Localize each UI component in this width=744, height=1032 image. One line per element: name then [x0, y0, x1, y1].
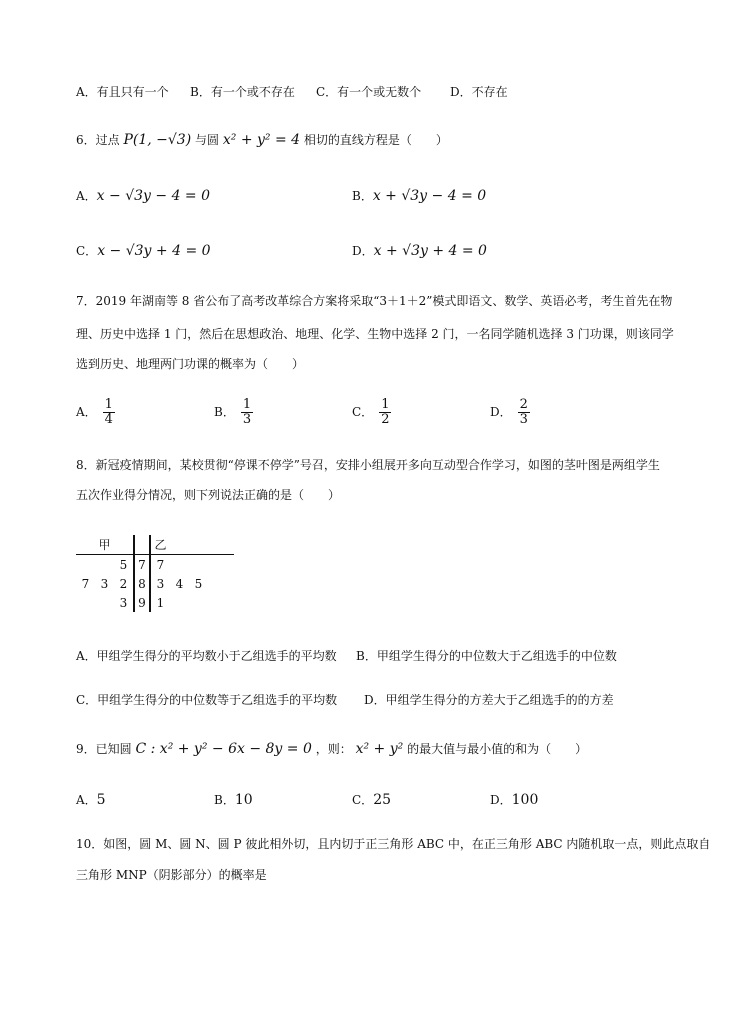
q5-option-d: D．不存在: [450, 85, 508, 99]
q9-prefix: 9．已知圆: [76, 742, 132, 756]
q10-line-2: 三角形 MNP（阴影部分）的概率是: [76, 868, 267, 882]
q6-suffix: 相切的直线方程是（ ）: [303, 133, 448, 147]
q8-line-1: 8．新冠疫情期间，某校贯彻“停课不停学”号召，安排小组展开多向互动型合作学习，如图的茎叶图是两组学生: [76, 458, 660, 472]
stem-leaf-header-right: 乙: [150, 535, 170, 555]
q7-line-3: 选到历史、地理两门功课的概率为（ ）: [76, 357, 305, 371]
q7-line-1: 7．2019 年湖南等 8 省公布了高考改革综合方案将采取“3＋1＋2”模式即语文、数学、英语必考，考生首先在物: [76, 294, 673, 308]
q5-option-b: B．有一个或不存在: [190, 85, 295, 99]
q6-option-b: B．x + √3y − 4 = 0: [352, 188, 487, 204]
q5-option-a: A．有且只有一个: [76, 85, 169, 99]
q7-option-d: D． $\frac{2}{3}$: [490, 397, 528, 427]
q6-point: P(1, −√3): [123, 132, 192, 148]
stem-leaf-header-left: 甲: [95, 535, 114, 555]
stem-value: 7: [134, 555, 150, 575]
q7-option-c: C． $\frac{1}{2}$: [352, 397, 390, 427]
q7-option-b: B． $\frac{1}{3}$: [214, 397, 252, 427]
q5-option-c: C．有一个或无数个: [316, 85, 422, 99]
stem-value: 8: [134, 574, 150, 593]
stem-leaf-plot: [76, 535, 234, 612]
q6-stem: [76, 131, 448, 149]
q8-option-b: B．甲组学生得分的中位数大于乙组选手的中位数: [356, 649, 617, 663]
stem-leaf-row: 5 7 7: [76, 555, 234, 575]
q8-option-d: D．甲组学生得分的方差大于乙组选手的的方差: [364, 693, 614, 707]
stem-leaf-row: 3 9 1: [76, 593, 234, 612]
stem-leaf-row: 7 3 2 8 3 4 5: [76, 574, 234, 593]
q9-option-c: C．25: [352, 792, 392, 808]
stem-leaf-header: [76, 535, 234, 555]
q7-option-a: A． $\frac{1}{4}$: [76, 397, 113, 427]
q6-option-a: A．x − √3y − 4 = 0: [76, 188, 211, 204]
q8-option-a: A．甲组学生得分的平均数小于乙组选手的平均数: [76, 649, 337, 663]
q9-option-d: D．100: [490, 792, 539, 808]
q6-circle: x² + y² = 4: [222, 132, 301, 148]
q9-circle: C : x² + y² − 6x − 8y = 0: [135, 741, 312, 757]
q9-mid: ，则：: [315, 742, 352, 756]
q9-expr: x² + y²: [355, 741, 404, 757]
q8-line-2: 五次作业得分情况，则下列说法正确的是（ ）: [76, 488, 341, 502]
q9-option-b: B．10: [214, 792, 253, 808]
q6-mid: 与圆: [195, 133, 220, 147]
q8-option-c: C．甲组学生得分的中位数等于乙组选手的平均数: [76, 693, 338, 707]
q10-line-1: 10．如图，圆 M、圆 N、圆 P 彼此相外切，且内切于正三角形 ABC 中，在正三角形 ABC 内随机取一点，则此点取自: [76, 837, 711, 851]
q9-option-a: A．5: [76, 792, 106, 808]
q7-line-2: 理、历史中选择 1 门，然后在思想政治、地理、化学、生物中选择 2 门，一名同学随机选择 3 门功课，则该同学: [76, 327, 674, 341]
q9-stem: [76, 740, 587, 758]
stem-value: 9: [134, 593, 150, 612]
q6-option-d: D．x + √3y + 4 = 0: [352, 243, 487, 259]
q6-option-c: C．x − √3y + 4 = 0: [76, 243, 211, 259]
q6-prefix: 6．过点: [76, 133, 120, 147]
q9-suffix: 的最大值与最小值的和为（ ）: [407, 742, 588, 756]
